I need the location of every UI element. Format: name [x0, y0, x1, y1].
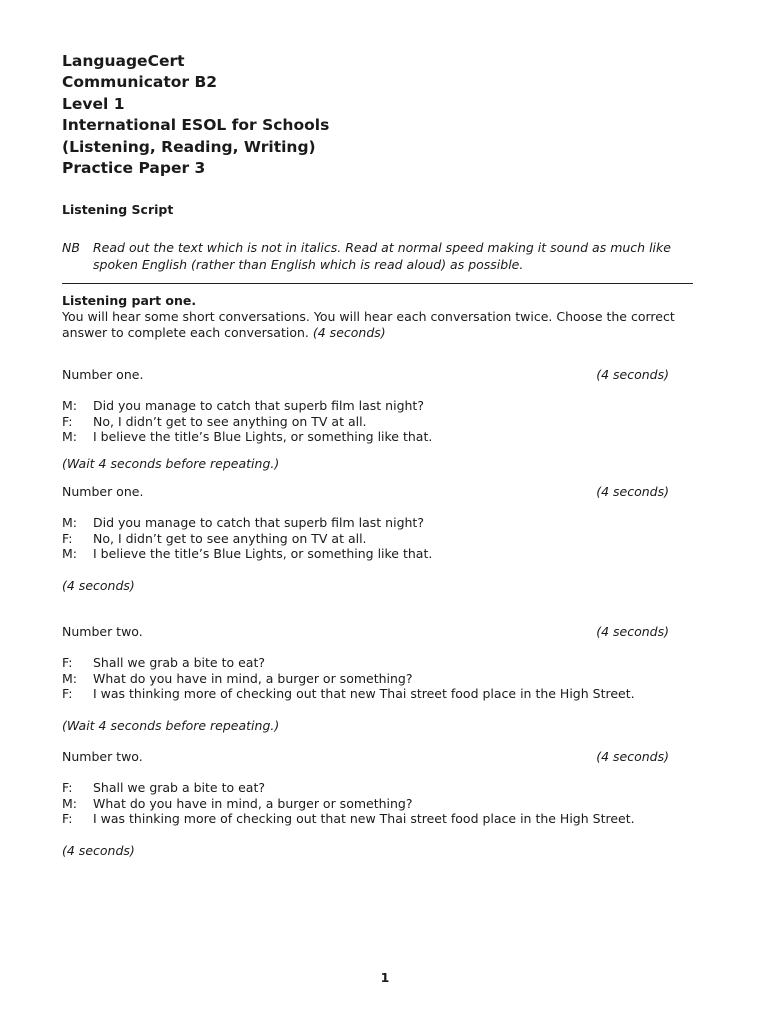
title-line: Communicator B2: [62, 73, 218, 92]
conversation-timing: (4 seconds): [596, 749, 669, 764]
dialogue-text: I was thinking more of checking out that new Thai street food place in the High Street.: [93, 811, 635, 826]
dialogue-line: [62, 811, 693, 827]
dialogue-text: What do you have in mind, a burger or something?: [93, 795, 413, 811]
speaker-label: M:: [62, 398, 77, 413]
dialogue-line: [62, 671, 693, 687]
speaker-label: F:: [62, 413, 73, 429]
dialogue-line: [62, 414, 693, 430]
title-line: (Listening, Reading, Writing): [62, 137, 316, 156]
nb-label: NB: [62, 240, 80, 255]
dialogue: [62, 398, 693, 445]
title-line: Level 1: [62, 94, 125, 113]
dialogue-text: I believe the title’s Blue Lights, or something like that.: [93, 546, 433, 561]
part-heading: Listening part one.: [62, 293, 197, 308]
instructions-timing: (4 seconds): [312, 325, 386, 340]
dialogue-line: [62, 686, 693, 702]
speaker-label: F:: [62, 811, 73, 826]
speaker-label: F:: [62, 655, 73, 670]
speaker-label: M:: [62, 515, 77, 530]
dialogue: [62, 515, 693, 562]
title-line: International ESOL for Schools: [62, 116, 330, 135]
conversation-number: Number one.: [62, 367, 144, 382]
dialogue-line: [62, 531, 693, 547]
conversation-number: Number one.: [62, 484, 144, 499]
stage-direction: (4 seconds): [62, 843, 135, 858]
dialogue-line: [62, 546, 693, 562]
instructions-text: You will hear some short conversations. You will hear each conversation twice. Choose the correct answer to complete each conversation.: [62, 309, 675, 340]
document-title: [62, 51, 329, 179]
speaker-label: M:: [62, 795, 77, 811]
dialogue-text: What do you have in mind, a burger or something?: [93, 670, 413, 686]
speaker-label: F:: [62, 780, 73, 795]
document-page: [62, 0, 693, 1024]
speaker-label: M:: [62, 429, 77, 444]
stage-direction: (Wait 4 seconds before repeating.): [62, 456, 280, 471]
dialogue-line: [62, 515, 693, 531]
dialogue-text: No, I didn’t get to see anything on TV at all.: [93, 413, 367, 429]
speaker-label: F:: [62, 686, 73, 701]
dialogue-text: Did you manage to catch that superb film last night?: [93, 515, 424, 530]
conversation-number: Number two.: [62, 749, 143, 764]
dialogue-line: [62, 655, 693, 671]
dialogue-line: [62, 780, 693, 796]
conversation-number: Number two.: [62, 624, 143, 639]
dialogue-line: [62, 398, 693, 414]
instructions: [62, 309, 693, 341]
stage-direction: (4 seconds): [62, 578, 135, 593]
dialogue-text: I was thinking more of checking out that new Thai street food place in the High Street.: [93, 686, 635, 701]
dialogue-line: [62, 796, 693, 812]
dialogue-text: Did you manage to catch that superb film last night?: [93, 398, 424, 413]
speaker-label: M:: [62, 670, 77, 686]
dialogue-text: Shall we grab a bite to eat?: [93, 655, 265, 670]
dialogue-line: [62, 429, 693, 445]
page-number: 1: [380, 970, 390, 985]
dialogue-text: No, I didn’t get to see anything on TV at all.: [93, 530, 367, 546]
conversation-timing: (4 seconds): [596, 367, 669, 382]
conversation-timing: (4 seconds): [596, 624, 669, 639]
dialogue: [62, 655, 693, 702]
title-line: LanguageCert: [62, 52, 185, 70]
stage-direction: (Wait 4 seconds before repeating.): [62, 718, 280, 733]
speaker-label: F:: [62, 530, 73, 546]
script-heading: Listening Script: [62, 202, 174, 217]
dialogue-text: Shall we grab a bite to eat?: [93, 780, 265, 795]
nb-text: Read out the text which is not in italics. Read at normal speed making it sound as much like spoken English (rather than English which is read aloud) as possible.: [93, 240, 671, 272]
title-line: Practice Paper 3: [62, 159, 206, 178]
speaker-label: M:: [62, 546, 77, 561]
dialogue: [62, 780, 693, 827]
dialogue-text: I believe the title’s Blue Lights, or something like that.: [93, 429, 433, 444]
divider: [62, 283, 693, 284]
conversation-timing: (4 seconds): [596, 484, 669, 499]
